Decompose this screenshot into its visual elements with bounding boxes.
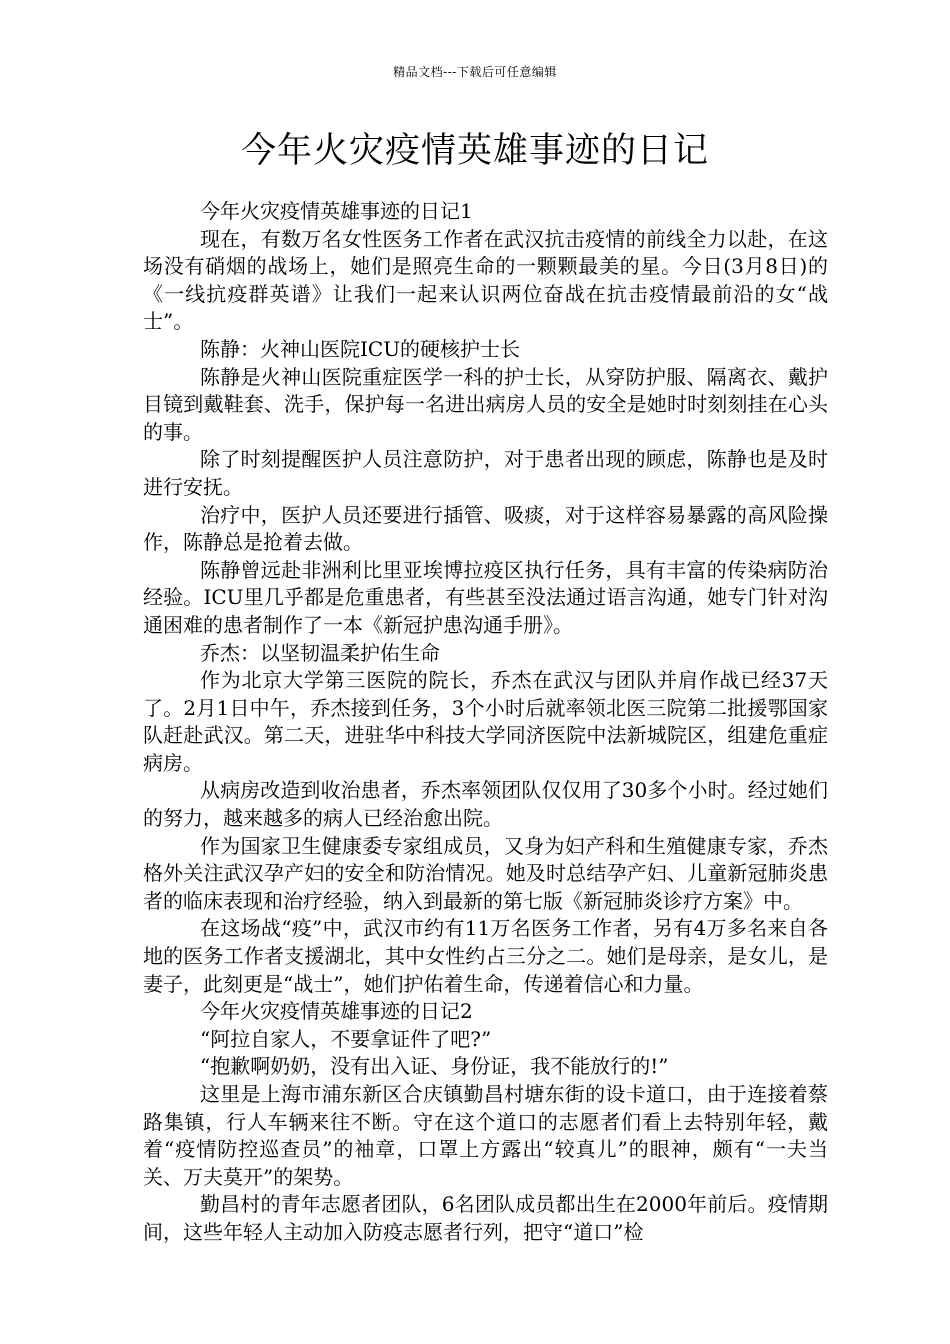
paragraph: 陈静曾远赴非洲利比里亚埃博拉疫区执行任务，具有丰富的传染病防治经验。ICU里几乎都是危重患者，有些甚至没法通过语言沟通，她专门针对沟通困难的患者制作了一本《新冠护患沟通手册》。	[143, 557, 828, 637]
paragraph: 除了时刻提醒医护人员注意防护，对于患者出现的顾虑，陈静也是及时进行安抚。	[143, 447, 828, 499]
paragraph: 作为国家卫生健康委专家组成员，又身为妇产科和生殖健康专家，乔杰格外关注武汉孕产妇的安全和防治情况。她及时总结孕产妇、儿童新冠肺炎患者的临床表现和治疗经验，纳入到最新的第七版《新冠肺炎诊疗方案》中。	[143, 833, 828, 913]
paragraph: 陈静是火神山医院重症医学一科的护士长，从穿防护服、隔离衣、戴护目镜到戴鞋套、洗手，保护每一名进出病房人员的安全是她时时刻刻挂在心头的事。	[143, 364, 828, 444]
paragraph-subheading-chen-jing: 陈静：火神山医院ICU的硬核护士长	[200, 336, 521, 361]
paragraph: 作为北京大学第三医院的院长，乔杰在武汉与团队并肩作战已经37天了。2月1日中午，乔杰接到任务，3个小时后就率领北医三院第二批援鄂国家队赶赴武汉。第二天，进驻华中科技大学同济医院中法新城院区，组建危重症病房。	[143, 668, 828, 775]
paragraph: 在这场战“疫”中，武汉市约有11万名医务工作者，另有4万多名来自各地的医务工作者支援湖北，其中女性约占三分之二。她们是母亲，是女儿，是妻子，此刻更是“战士”，她们护佑着生命，传递着信心和力量。	[143, 916, 828, 996]
paragraph: 勤昌村的青年志愿者团队，6名团队成员都出生在2000年前后。疫情期间，这些年轻人主动加入防疫志愿者行列，把守“道口”检	[143, 1192, 828, 1244]
paragraph-diary-2-heading: 今年火灾疫情英雄事迹的日记2	[200, 999, 473, 1024]
header-note: 精品文档---下载后可任意编辑	[393, 65, 557, 79]
document-body	[143, 198, 828, 1247]
paragraph-diary-1-heading: 今年火灾疫情英雄事迹的日记1	[200, 199, 473, 223]
paragraph: 从病房改造到收治患者，乔杰率领团队仅仅用了30多个小时。经过她们的努力，越来越多的病人已经治愈出院。	[143, 778, 828, 831]
paragraph: 现在，有数万名女性医务工作者在武汉抗击疫情的前线全力以赴，在这场没有硝烟的战场上，她们是照亮生命的一颗颗最美的星。今日(3月8日)的《一线抗疫群英谱》让我们一起来认识两位奋战在抗击疫情最前沿的女“战士”。	[143, 226, 828, 334]
paragraph: 治疗中，医护人员还要进行插管、吸痰，对于这样容易暴露的高风险操作，陈静总是抢着去做。	[143, 502, 828, 555]
paragraph-quote: “抱歉啊奶奶，没有出入证、身份证，我不能放行的!”	[200, 1054, 669, 1079]
document-title: 今年火灾疫情英雄事迹的日记	[240, 131, 709, 171]
paragraph: 这里是上海市浦东新区合庆镇勤昌村塘东街的设卡道口，由于连接着蔡路集镇，行人车辆来往不断。守在这个道口的志愿者们看上去特别年轻，戴着“疫情防控巡查员”的袖章，口罩上方露出“较真儿”的眼神，颇有“一夫当关、万夫莫开”的架势。	[143, 1082, 828, 1189]
paragraph-subheading-qiao-jie: 乔杰：以坚韧温柔护佑生命	[200, 640, 440, 665]
paragraph-quote: “阿拉自家人，不要拿证件了吧?”	[200, 1026, 492, 1051]
